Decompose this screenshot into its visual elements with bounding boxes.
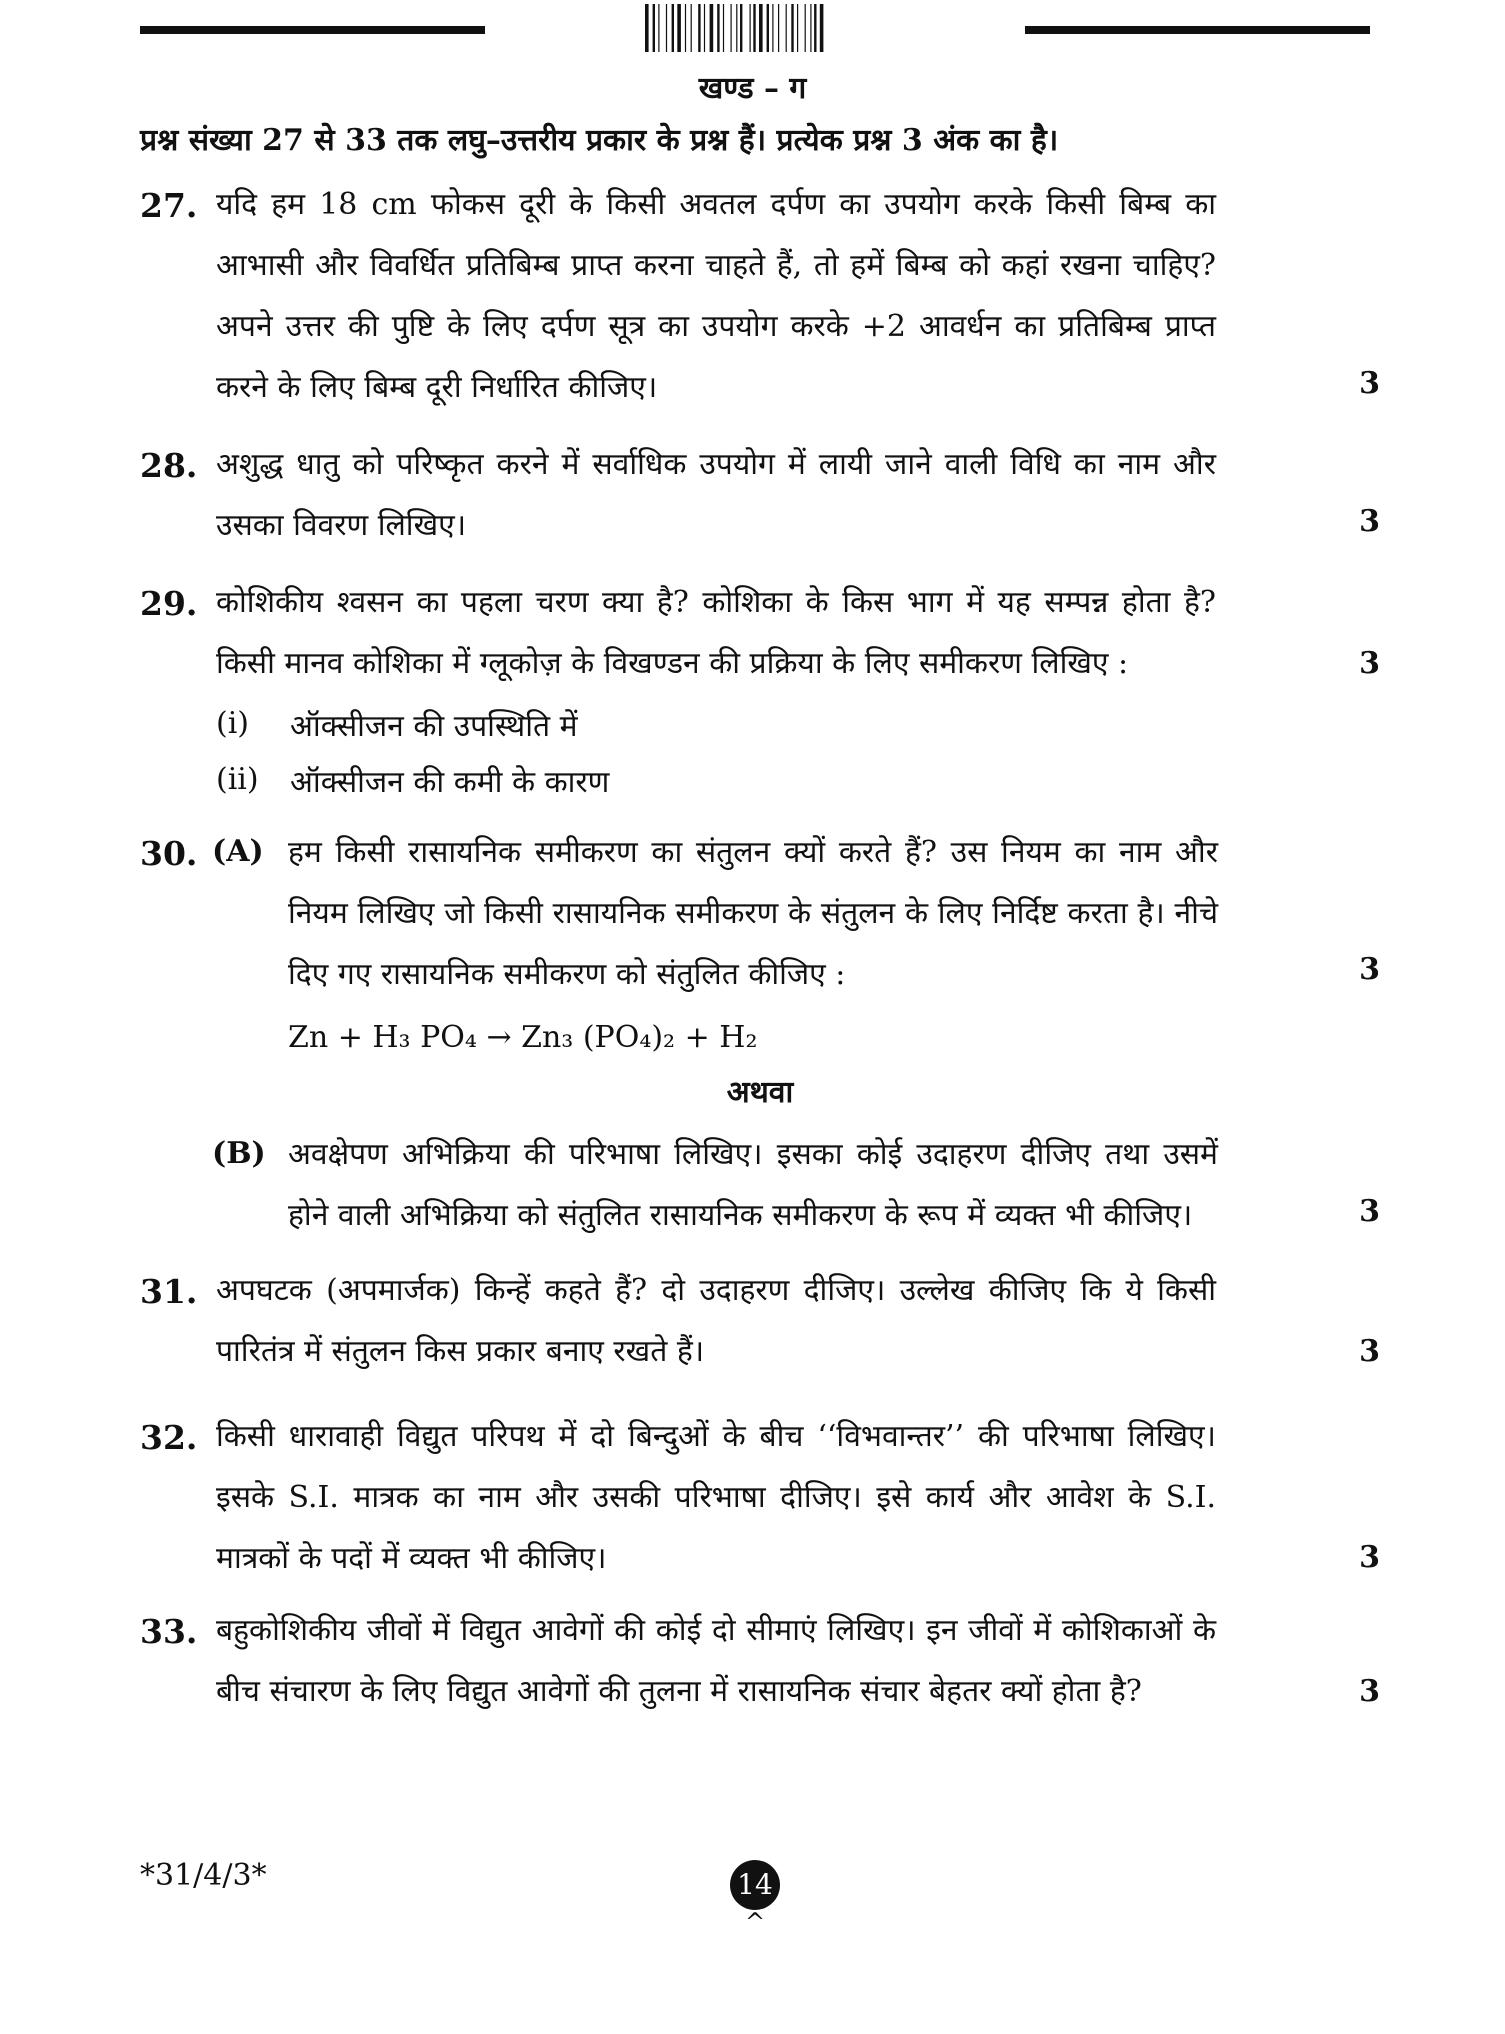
- sub-part-ii: [216, 762, 259, 797]
- question-text: अपघटक (अपमार्जक) किन्हें कहते हैं? दो उदाहरण दीजिए। उल्लेख कीजिए कि ये किसी पारितंत्र में संतुलन किस प्रकार बनाए रखते हैं।: [216, 1273, 1216, 1369]
- question-number: 27.: [140, 186, 198, 225]
- question-marks: 3: [1359, 504, 1380, 539]
- question-number: 29.: [140, 584, 198, 623]
- barcode-icon: [645, 4, 867, 52]
- option-b-label: (B): [212, 1136, 266, 1171]
- question-text: किसी धारावाही विद्युत परिपथ में दो बिन्दुओं के बीच ‘‘विभवान्तर’’ की परिभाषा लिखिए। इसके S.I. मात्रक का नाम और उसकी परिभाषा दीजिए। इसे कार्य और आवेश के S.I. मात्रकों के पदों में व्यक्त भी कीजिए।: [216, 1419, 1216, 1576]
- instruction-text: प्रश्न संख्या 27 से 33 तक लघु–उत्तरीय प्रकार के प्रश्न हैं। प्रत्येक प्रश्न 3 अंक का है।: [140, 123, 1059, 158]
- question-text: यदि हम 18 cm फोकस दूरी के किसी अवतल दर्पण का उपयोग करके किसी बिम्ब का आभासी और विवर्धित प्रतिबिम्ब प्राप्त करना चाहते हैं, तो हमें बिम्ब को कहां रखना चाहिए? अपने उत्तर की पुष्टि के लिए दर्पण सूत्र का उपयोग करके +2 आवर्धन का प्रतिबिम्ब प्राप्त करने के लिए बिम्ब दूरी निर्धारित कीजिए।: [216, 187, 1216, 405]
- question-number: 30.: [140, 834, 198, 873]
- sub-part-label: (ii): [216, 762, 259, 797]
- header-rule-left: [140, 26, 485, 34]
- question-text: बहुकोशिकीय जीवों में विद्युत आवेगों की कोई दो सीमाएं लिखिए। इन जीवों में कोशिकाओं के बीच संचारण के लिए विद्युत आवेगों की तुलना में रासायनिक संचार बेहतर क्यों होता है?: [216, 1613, 1216, 1709]
- question-number: 31.: [140, 1272, 198, 1311]
- question-marks: 3: [1359, 1334, 1380, 1369]
- sub-part-i-text: ऑक्सीजन की उपस्थिति में: [290, 709, 578, 744]
- sub-part-ii-text: ऑक्सीजन की कमी के कारण: [290, 765, 610, 800]
- option-a-text: हम किसी रासायनिक समीकरण का संतुलन क्यों करते हैं? उस नियम का नाम और नियम लिखिए जो किसी रासायनिक समीकरण के संतुलन के लिए निर्दिष्ट करता है। नीचे दिए गए रासायनिक समीकरण को संतुलित कीजिए :: [288, 835, 1218, 992]
- question-marks: 3: [1359, 646, 1380, 681]
- question-marks: 3: [1359, 1674, 1380, 1709]
- or-divider: अथवा: [726, 1075, 794, 1110]
- question-number: 32.: [140, 1418, 198, 1457]
- option-a-label: (A): [212, 834, 264, 869]
- question-number: 33.: [140, 1612, 198, 1651]
- option-b-text: अवक्षेपण अभिक्रिया की परिभाषा लिखिए। इसका कोई उदाहरण दीजिए तथा उसमें होने वाली अभिक्रिया को संतुलित रासायनिक समीकरण के रूप में व्यक्त भी कीजिए।: [288, 1137, 1218, 1233]
- page-number-badge: 14: [730, 1860, 780, 1910]
- paper-code: *31/4/3*: [140, 1858, 267, 1893]
- question-number: 28.: [140, 446, 198, 485]
- question-text: कोशिकीय श्वसन का पहला चरण क्या है? कोशिका के किस भाग में यह सम्पन्न होता है? किसी मानव कोशिका में ग्लूकोज़ के विखण्डन की प्रक्रिया के लिए समीकरण लिखिए :: [216, 585, 1216, 681]
- question-marks: 3: [1359, 1540, 1380, 1575]
- header-rule-right: [1025, 26, 1370, 34]
- option-a-marks: 3: [1359, 952, 1380, 987]
- option-b-marks: 3: [1359, 1194, 1380, 1229]
- question-marks: 3: [1359, 366, 1380, 401]
- caret-mark: ^: [745, 1908, 766, 1936]
- question-text: अशुद्ध धातु को परिष्कृत करने में सर्वाधिक उपयोग में लायी जाने वाली विधि का नाम और उसका विवरण लिखिए।: [216, 447, 1216, 543]
- sub-part-label: (i): [216, 706, 250, 741]
- sub-part-i: [216, 706, 249, 741]
- chemical-equation: Zn + H₃ PO₄ → Zn₃ (PO₄)₂ + H₂: [288, 1020, 758, 1055]
- section-title: खण्ड – ग: [698, 71, 807, 106]
